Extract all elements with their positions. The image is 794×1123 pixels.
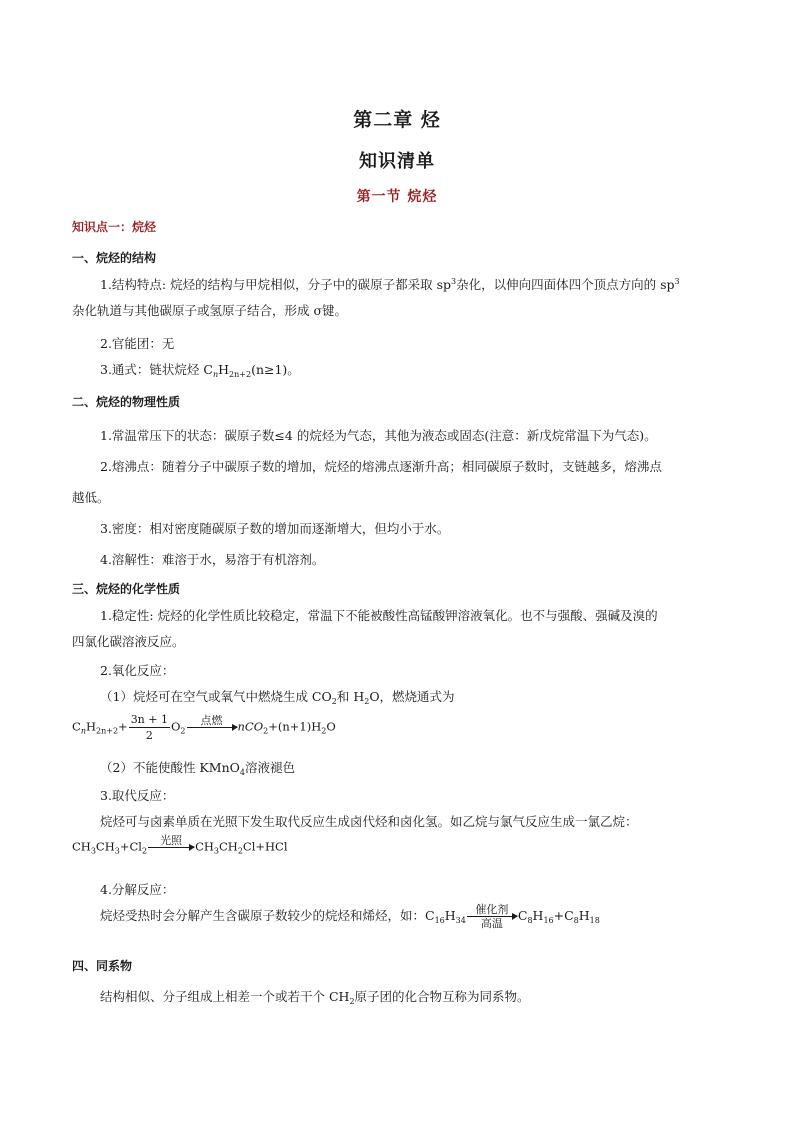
- kmno4-text: （2）不能使酸性 KMnO$_4$溶液褪色: [100, 760, 295, 777]
- boiling-point-line2: 越低。: [72, 490, 110, 505]
- reaction-arrow: 点燃: [187, 714, 237, 741]
- structure-paragraph-line1: 1.结构特点: 烷烃的结构与甲烷相似，分子中的碳原子都采取 $sp^3$杂化，以伸向四面体四个顶点方向的 $sp^3$: [100, 277, 680, 292]
- density-text: 3.密度：相对密度随碳原子数的增加而逐渐增大，但均小于水。: [100, 521, 450, 536]
- decomposition-heading: 4.分解反应：: [100, 882, 175, 897]
- general-formula-text: 3.通式：链状烷烃 $C_nH_{2n+2}(n\ge 1)$。: [100, 362, 300, 379]
- heading-chemical-properties: 三、烷烃的化学性质: [72, 582, 181, 596]
- substitution-heading: 3.取代反应：: [100, 788, 175, 803]
- page-title: 知识清单: [359, 151, 435, 172]
- knowledge-point-heading: 知识点一：烷烃: [72, 220, 157, 234]
- combustion-text: （1）烷烃可在空气或氧气中燃烧生成 $CO_2$和 $H_2O$，燃烧通式为: [100, 689, 455, 706]
- structure-paragraph-line2: 杂化轨道与其他碳原子或氢原子结合，形成 σ键。: [72, 303, 348, 318]
- chapter-title: 第二章 烃: [353, 109, 441, 131]
- stability-line1: 1.稳定性: 烷烃的化学性质比较稳定，常温下不能被酸性高锰酸钾溶液氧化。也不与强酸、强碱及溴的: [100, 608, 658, 623]
- combustion-equation: $C_nH_{2n+2}+$ $\frac{3n + 1}{2}$ $O_2$ 点燃 $nCO_2+(n+1)H_2O$: [72, 713, 336, 742]
- substitution-equation: $CH_3CH_3+Cl_2$ 光照 $CH_3CH_2Cl+HCl$: [72, 834, 288, 861]
- coefficient-fraction: $\frac{3n + 1}{2}$: [130, 713, 168, 742]
- decomposition-text: 烷烃受热时会分解产生含碳原子数较少的烷烃和烯烃，如：$C_{16}H_{34}$ 催化剂 高温 $C_8H_{16}+C_8H_{18}$: [100, 903, 600, 930]
- heading-structure: 一、烷烃的结构: [72, 251, 157, 265]
- boiling-point-line1: 2.熔沸点：随着分子中碳原子数的增加，烷烃的熔沸点逐渐升高；相同碳原子数时，支链越多，熔沸点: [100, 459, 662, 474]
- substitution-text: 烷烃可与卤素单质在光照下发生取代反应生成卤代烃和卤化氢。如乙烷与氯气反应生成一氯乙烷：: [100, 814, 638, 829]
- oxidation-heading: 2.氧化反应：: [100, 663, 175, 678]
- solubility-text: 4.溶解性：难溶于水，易溶于有机溶剂。: [100, 552, 325, 567]
- heading-homologs: 四、同系物: [72, 959, 133, 973]
- functional-group-text: 2.官能团：无: [100, 336, 175, 351]
- heading-physical-properties: 二、烷烃的物理性质: [72, 395, 181, 409]
- state-text: 1.常温常压下的状态：碳原子数≤4 的烷烃为气态，其他为液态或固态(注意：新戊烷常温下为气态)。: [100, 428, 657, 443]
- reaction-arrow: 催化剂 高温: [467, 903, 517, 930]
- homolog-definition: 结构相似、分子组成上相差一个或若干个 $CH_2$原子团的化合物互称为同系物。: [100, 989, 530, 1006]
- reaction-arrow: 光照: [148, 834, 194, 861]
- section-title: 第一节 烷烃: [356, 189, 438, 205]
- stability-line2: 四氯化碳溶液反应。: [72, 634, 185, 649]
